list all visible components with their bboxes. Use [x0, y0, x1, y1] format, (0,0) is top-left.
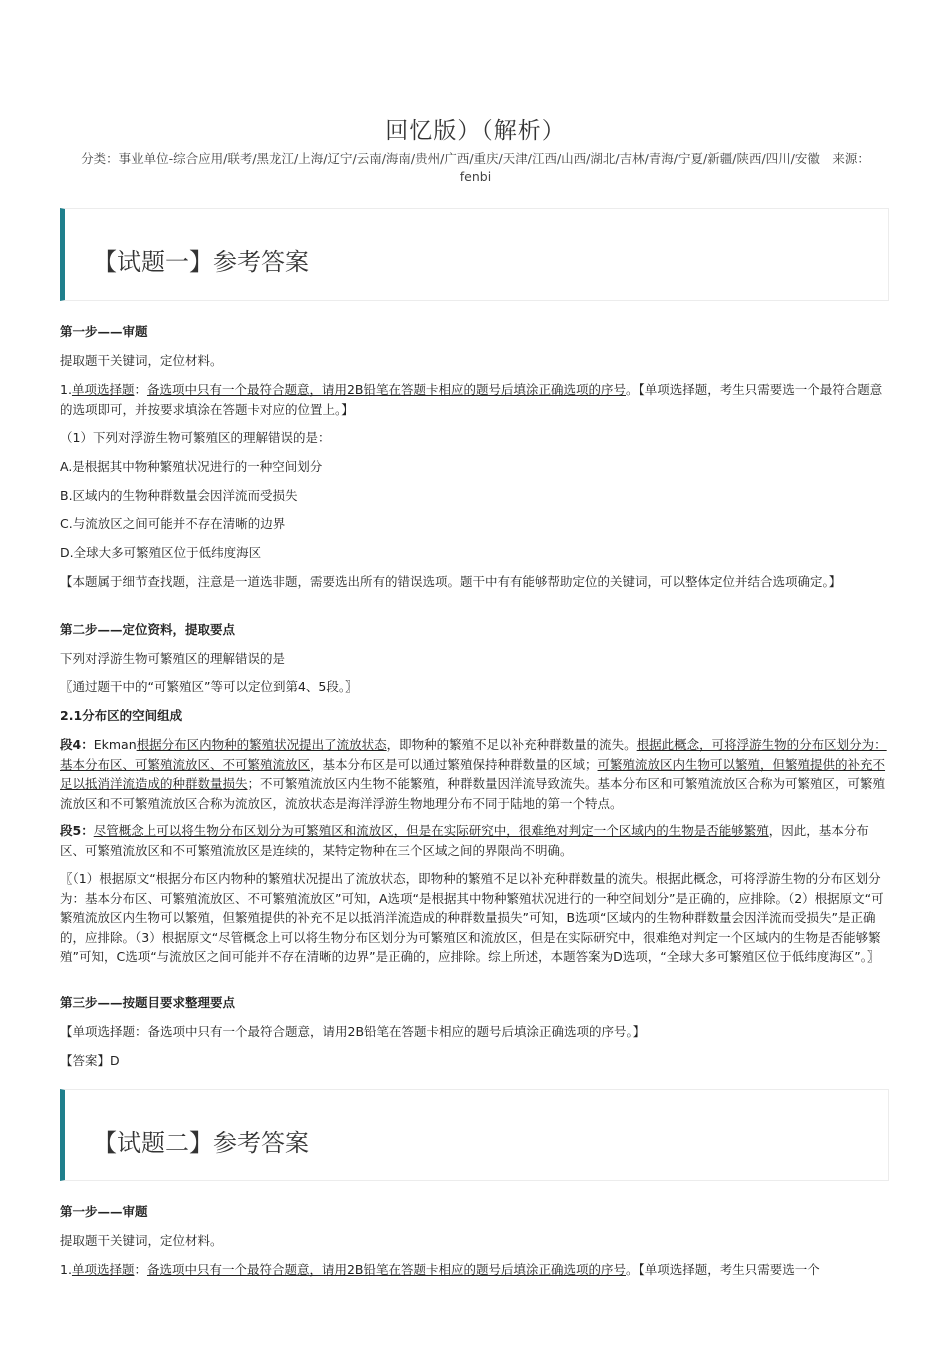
q1-type-label: 单项选择题: [71, 382, 135, 397]
q1-heading-box: [60, 208, 889, 301]
document-meta: [60, 150, 891, 186]
q2-question-type: 1.单项选择题：备选项中只有一个最符合题意，请用2B铅笔在答题卡相应的题号后填涂正确选项的序号。【单项选择题，考生只需要选一个: [60, 1262, 820, 1277]
q1-option-d: D.全球大多可繁殖区位于低纬度海区: [60, 545, 262, 560]
q1-section-title: 2.1分布区的空间组成: [60, 708, 183, 723]
q2-type-label: 单项选择题: [71, 1262, 135, 1277]
q1-question: （1）下列对浮游生物可繁殖区的理解错误的是：: [60, 430, 331, 445]
q1-option-c: C.与流放区之间可能并不存在清晰的边界: [60, 516, 286, 531]
q1-step3-text: 【单项选择题：备选项中只有一个最符合题意，请用2B铅笔在答题卡相应的题号后填涂正确选项的序号。】: [60, 1024, 646, 1039]
q2-heading: 【试题二】参考答案: [93, 1129, 309, 1157]
q1-step2-title: 第二步——定位资料，提取要点: [60, 622, 236, 637]
q1-step2-question: 下列对浮游生物可繁殖区的理解错误的是: [60, 651, 286, 666]
q2-step1-intro: 提取题干关键词，定位材料。: [60, 1233, 223, 1248]
q1-analysis: 〖（1）根据原文“根据分布区内物种的繁殖状况提出了流放状态，即物种的繁殖不足以补充种群数量的流失。根据此概念，可将浮游生物的分布区划分为：基本分布区、可繁殖流放区、不可繁殖流放区”可知，A选项“是根据其中物种繁殖状况进行的一种空间划分”是正确的，应排除。（2）根据原文“可繁殖流放区内生物可以繁殖，但繁殖提供的补充不足以抵消洋流造成的种群数量损失”可知，B选项“区域内的生物种群数量会因洋流而受损失”是正确的，应排除。（3）根据原文“尽管概念上可以将生物分布区划分为可繁殖区和流放区，但是在实际研究中，很难绝对判定一个区域内的生物是否能够繁殖”可知，C选项“与流放区之间可能并不存在清晰的边界”是正确的，应排除。综上所述，本题答案为D选项，“全球大多可繁殖区位于低纬度海区”。〗: [60, 871, 884, 964]
q2-type-requirement: 备选项中只有一个最符合题意，请用2B铅笔在答题卡相应的题号后填涂正确选项的序号: [146, 1262, 626, 1277]
q1-step2-hint: 〖通过题干中的“可繁殖区”等可以定位到第4、5段。〗: [60, 679, 358, 694]
source-value: fenbi: [459, 169, 492, 184]
q1-step1-intro: 提取题干关键词，定位材料。: [60, 353, 223, 368]
document-title: 回忆版）（解析）: [385, 118, 566, 144]
q1-option-a: A.是根据其中物种繁殖状况进行的一种空间划分: [60, 459, 323, 474]
q1-heading: 【试题一】参考答案: [93, 248, 309, 276]
category-line: 分类：事业单位-综合应用/联考/黑龙江/上海/辽宁/云南/海南/贵州/广西/重庆/天津/江西/山西/湖北/吉林/青海/宁夏/新疆/陕西/四川/安徽 来源：: [81, 151, 870, 166]
q2-heading-box: [60, 1089, 889, 1181]
q1-step1-note: 【本题属于细节查找题，注意是一道选非题，需要选出所有的错误选项。题干中有有能够帮助定位的关键词，可以整体定位并结合选项确定。】: [60, 574, 842, 589]
q2-step1-title: 第一步——审题: [60, 1204, 148, 1219]
q1-question-type: 1.单项选择题：备选项中只有一个最符合题意，请用2B铅笔在答题卡相应的题号后填涂正确选项的序号。【单项选择题，考生只需要选一个最符合题意的选项即可，并按要求填涂在答题卡对应的位置上。】: [60, 382, 883, 417]
q1-option-b: B.区域内的生物种群数量会因洋流而受损失: [60, 488, 298, 503]
q1-paragraph-4: 段4：Ekman根据分布区内物种的繁殖状况提出了流放状态，即物种的繁殖不足以补充种群数量的流失。根据此概念，可将浮游生物的分布区划分为：基本分布区、可繁殖流放区、不可繁殖流放区，基本分布区是可以通过繁殖保持种群数量的区域；可繁殖流放区内生物可以繁殖，但繁殖提供的补充不足以抵消洋流造成的种群数量损失；不可繁殖流放区内生物不能繁殖，种群数量因洋流导致流失。基本分布区和可繁殖流放区合称为可繁殖区，可繁殖流放区和不可繁殖流放区合称为流放区，流放状态是海洋浮游生物地理分布不同于陆地的第一个特点。: [60, 737, 887, 811]
q1-step1-title: 第一步——审题: [60, 324, 148, 339]
q1-paragraph-5: 段5：尽管概念上可以将生物分布区划分为可繁殖区和流放区，但是在实际研究中，很难绝对判定一个区域内的生物是否能够繁殖，因此，基本分布区、可繁殖流放区和不可繁殖流放区是连续的，某特定物种在三个区域之间的界限尚不明确。: [60, 823, 869, 858]
q1-type-requirement: 备选项中只有一个最符合题意，请用2B铅笔在答题卡相应的题号后填涂正确选项的序号: [146, 382, 626, 397]
q2-type-note: 。【单项选择题，考生只需要选一个: [626, 1262, 820, 1277]
q1-type-note: 。【单项选择题，考生只需要选一个最符合题意的选项即可，并按要求填涂在答题卡对应的位置上。】: [60, 382, 883, 417]
q1-step3-title: 第三步——按题目要求整理要点: [60, 995, 236, 1010]
q1-answer: 【答案】D: [60, 1053, 120, 1068]
